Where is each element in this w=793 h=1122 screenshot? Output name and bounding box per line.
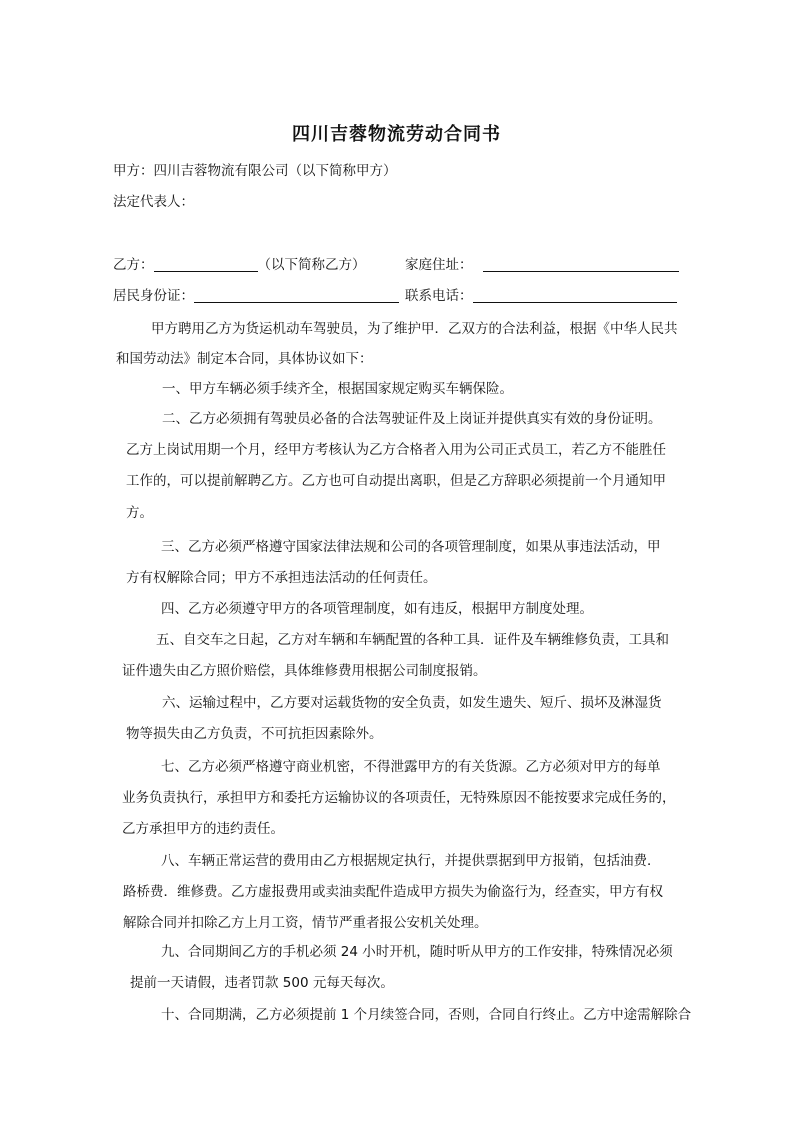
address-row: [405, 256, 679, 274]
body-line: 和国劳动法》制定本合同，具体协议如下：: [116, 351, 373, 367]
clause-line: 九、合同期间乙方的手机必须 24 小时开机，随时听从甲方的工作安排，特殊情况必须: [161, 944, 673, 960]
clause-line: 工作的，可以提前解聘乙方。乙方也可自动提出离职，但是乙方辞职必须提前一个月通知甲: [126, 473, 666, 489]
clause-line: 路桥费．维修费。乙方虚报费用或卖油卖配件造成甲方损失为偷盗行为，经查实，甲方有权: [123, 884, 663, 900]
clause-line: 七、乙方必须严格遵守商业机密，不得泄露甲方的有关货源。乙方必须对甲方的每单: [161, 759, 661, 775]
body-line: 甲方聘用乙方为货运机动车驾驶员，为了维护甲．乙双方的合法利益，根据《中华人民共: [151, 321, 678, 337]
phone-row: [405, 287, 677, 305]
clause-line: 四、乙方必须遵守甲方的各项管理制度，如有违反，根据甲方制度处理。: [161, 601, 593, 617]
clause-line: 十、合同期满，乙方必须提前 1 个月续签合同，否则，合同自行终止。乙方中途需解除合: [161, 1007, 692, 1023]
clause-line: 二、乙方必须拥有驾驶员必备的合法驾驶证件及上岗证并提供真实有效的身份证明。: [162, 411, 662, 427]
id-label: 居民身份证：: [113, 288, 194, 304]
clause-line: 乙方承担甲方的违约责任。: [122, 821, 284, 837]
party-b-suffix: （以下简称乙方）: [257, 257, 366, 273]
document-title: 四川吉蓉物流劳动合同书: [292, 124, 501, 145]
phone-field[interactable]: [473, 288, 677, 303]
clause-line: 提前一天请假，违者罚款 500 元每天每次。: [130, 975, 394, 991]
clause-line: 乙方上岗试用期一个月，经甲方考核认为乙方合格者入用为公司正式员工，若乙方不能胜任: [126, 442, 666, 458]
clause-line: 一、甲方车辆必须手续齐全，根据国家规定购买车辆保险。: [162, 381, 513, 397]
party-b-name-field[interactable]: [154, 257, 258, 272]
clause-line: 五、自交车之日起，乙方对车辆和车辆配置的各种工具．证件及车辆维修负责，工具和: [156, 632, 669, 648]
legal-representative-line: 法定代表人：: [113, 194, 194, 210]
address-field[interactable]: [483, 257, 679, 272]
clause-line: 物等损失由乙方负责，不可抗拒因素除外。: [126, 726, 383, 742]
party-a-line: 甲方：四川吉蓉物流有限公司（以下简称甲方）: [113, 163, 397, 179]
clause-line: 解除合同并扣除乙方上月工资，情节严重者报公安机关处理。: [123, 915, 488, 931]
clause-line: 三、乙方必须严格遵守国家法律法规和公司的各项管理制度，如果从事违法活动，甲: [161, 539, 661, 555]
clause-line: 方有权解除合同；甲方不承担违法活动的任何责任。: [126, 570, 437, 586]
clause-line: 证件遗失由乙方照价赔偿，具体维修费用根据公司制度报销。: [122, 663, 487, 679]
clause-line: 方。: [126, 505, 153, 521]
clause-line: 八、车辆正常运营的费用由乙方根据规定执行，并提供票据到甲方报销，包括油费．: [161, 853, 661, 869]
id-number-field[interactable]: [194, 288, 399, 303]
phone-label: 联系电话：: [405, 288, 473, 304]
id-row: [113, 287, 399, 305]
party-b-label: 乙方：: [113, 257, 154, 273]
clause-line: 业务负责执行，承担甲方和委托方运输协议的各项责任，无特殊原因不能按要求完成任务的，: [122, 790, 676, 806]
party-b-row: [113, 256, 366, 274]
clause-line: 六、运输过程中，乙方要对运载货物的安全负责，如发生遗失、短斤、损坏及淋湿货: [162, 695, 662, 711]
address-label: 家庭住址：: [405, 257, 473, 273]
